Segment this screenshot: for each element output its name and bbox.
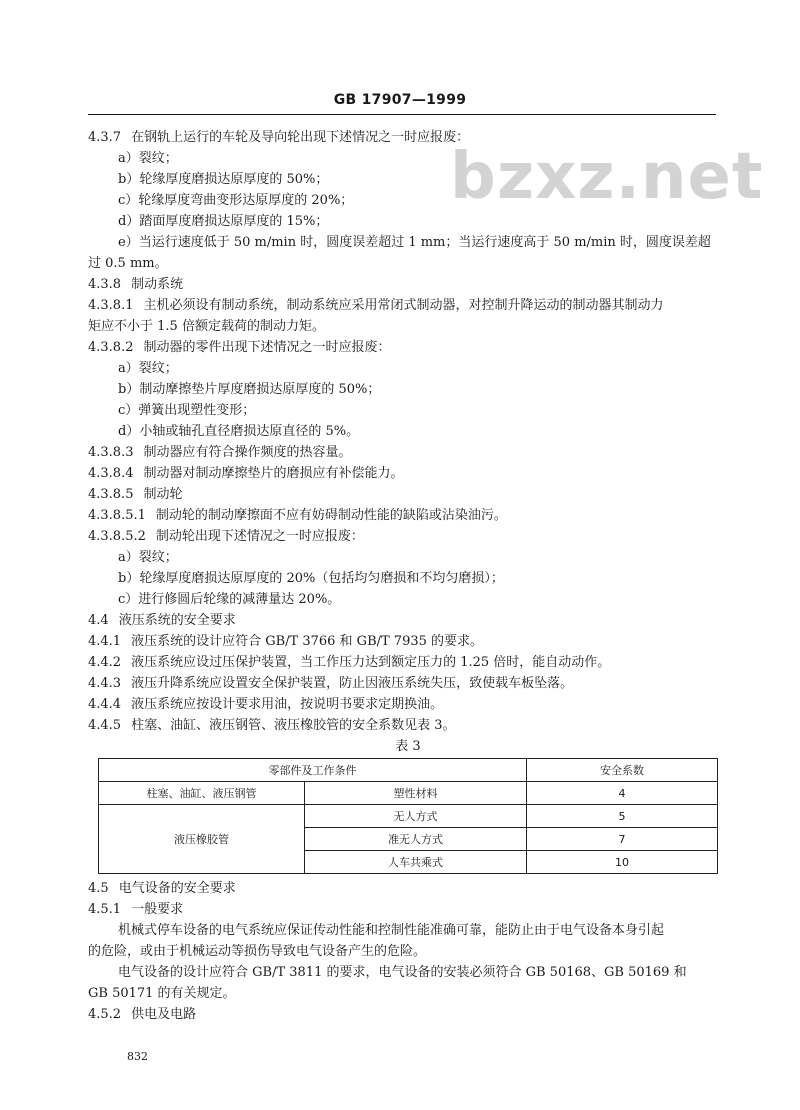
list-item: d）小轴或轴孔直径磨损达原直径的 5%。: [118, 424, 360, 439]
document-header: GB 17907—1999: [333, 92, 467, 108]
table-cell-value: 7: [527, 828, 718, 851]
table-header-factor: 安全系数: [527, 759, 718, 782]
table-cell-value: 5: [527, 805, 718, 828]
clause-4-4-1: 4.4.1 液压系统的设计应符合 GB/T 3766 和 GB/T 7935 的要求。: [88, 634, 484, 649]
clause-4-3-8-5-1: 4.3.8.5.1 制动轮的制动摩擦面不应有妨碍制动性能的缺陷或沾染油污。: [88, 508, 507, 523]
table-header-component: 零部件及工作条件: [99, 759, 527, 782]
continuation-text: 过 0.5 mm。: [88, 256, 168, 271]
paragraph-text: 机械式停车设备的电气系统应保证传动性能和控制性能准确可靠，能防止由于电气设备本身引起: [118, 923, 665, 938]
table-cell-condition: 准无人方式: [305, 828, 527, 851]
list-item: a）裂纹；: [118, 361, 178, 376]
clause-4-3-8-3: 4.3.8.3 制动器应有符合操作频度的热容量。: [88, 445, 352, 460]
list-item: c）轮缘厚度弯曲变形达原厚度的 20%；: [118, 193, 354, 208]
safety-factor-table: [98, 758, 718, 874]
watermark-text: bzxz.net: [450, 140, 764, 214]
list-item: e）当运行速度低于 50 m/min 时，圆度误差超过 1 mm；当运行速度高于 50 m/min 时，圆度误差超: [118, 235, 711, 250]
table-header-row: [99, 759, 718, 782]
clause-4-5: 4.5 电气设备的安全要求: [88, 881, 236, 896]
table-cell-condition: 无人方式: [305, 805, 527, 828]
clause-4-3-8-5: 4.3.8.5 制动轮: [88, 487, 183, 502]
list-item: b）制动摩擦垫片厚度磨损达原厚度的 50%；: [118, 382, 381, 397]
page-number: 832: [127, 1050, 148, 1063]
table-cell-condition: 人车共乘式: [305, 851, 527, 874]
paragraph-text: GB 50171 的有关规定。: [88, 986, 236, 1001]
clause-4-5-2: 4.5.2 供电及电路: [88, 1007, 197, 1022]
clause-4-3-8: 4.3.8 制动系统: [88, 277, 184, 292]
table-row: [99, 782, 718, 805]
list-item: d）踏面厚度磨损达原厚度的 15%；: [118, 214, 329, 229]
clause-4-4: 4.4 液压系统的安全要求: [88, 613, 236, 628]
table-cell-value: 10: [527, 851, 718, 874]
paragraph-text: 电气设备的设计应符合 GB/T 3811 的要求，电气设备的安装必须符合 GB 50168、GB 50169 和: [118, 965, 687, 980]
clause-4-4-2: 4.4.2 液压系统应设过压保护装置，当工作压力达到额定压力的 1.25 倍时，能自动动作。: [88, 655, 611, 670]
table-caption: 表 3: [395, 739, 421, 754]
clause-4-4-3: 4.4.3 液压升降系统应设置安全保护装置，防止因液压系统失压，致使载车板坠落。: [88, 676, 574, 691]
clause-4-3-8-2: 4.3.8.2 制动器的零件出现下述情况之一时应报废：: [88, 340, 391, 355]
document-body: [88, 127, 728, 1025]
table-cell-part: 液压橡胶管: [99, 805, 305, 874]
header-rule: [88, 114, 716, 115]
clause-4-5-1: 4.5.1 一般要求: [88, 902, 184, 917]
clause-4-3-8-1: 4.3.8.1 主机必须设有制动系统，制动系统应采用常闭式制动器，对控制升降运动的制动器其制动力: [88, 298, 664, 313]
paragraph-text: 的危险，或由于机械运动等损伤导致电气设备产生的危险。: [88, 944, 427, 959]
list-item: a）裂纹；: [118, 151, 178, 166]
table-cell-part: 柱塞、油缸、液压钢管: [99, 782, 305, 805]
clause-4-3-7: 4.3.7 在钢轨上运行的车轮及导向轮出现下述情况之一时应报废：: [88, 130, 470, 145]
list-item: c）弹簧出现塑性变形；: [118, 403, 256, 418]
clause-4-4-5: 4.4.5 柱塞、油缸、液压钢管、液压橡胶管的安全系数见表 3。: [88, 718, 456, 733]
table-row: [99, 805, 718, 828]
table-cell-condition: 塑性材料: [305, 782, 527, 805]
list-item: c）进行修圆后轮缘的减薄量达 20%。: [118, 592, 341, 607]
continuation-text: 矩应不小于 1.5 倍额定载荷的制动力矩。: [88, 319, 325, 334]
clause-4-4-4: 4.4.4 液压系统应按设计要求用油，按说明书要求定期换油。: [88, 697, 444, 712]
clause-4-3-8-5-2: 4.3.8.5.2 制动轮出现下述情况之一时应报废：: [88, 529, 364, 544]
clause-4-3-8-4: 4.3.8.4 制动器对制动摩擦垫片的磨损应有补偿能力。: [88, 466, 404, 481]
list-item: a）裂纹；: [118, 550, 178, 565]
table-cell-value: 4: [527, 782, 718, 805]
list-item: b）轮缘厚度磨损达原厚度的 50%；: [118, 172, 329, 187]
list-item: b）轮缘厚度磨损达原厚度的 20%（包括均匀磨损和不均匀磨损）；: [118, 571, 504, 586]
